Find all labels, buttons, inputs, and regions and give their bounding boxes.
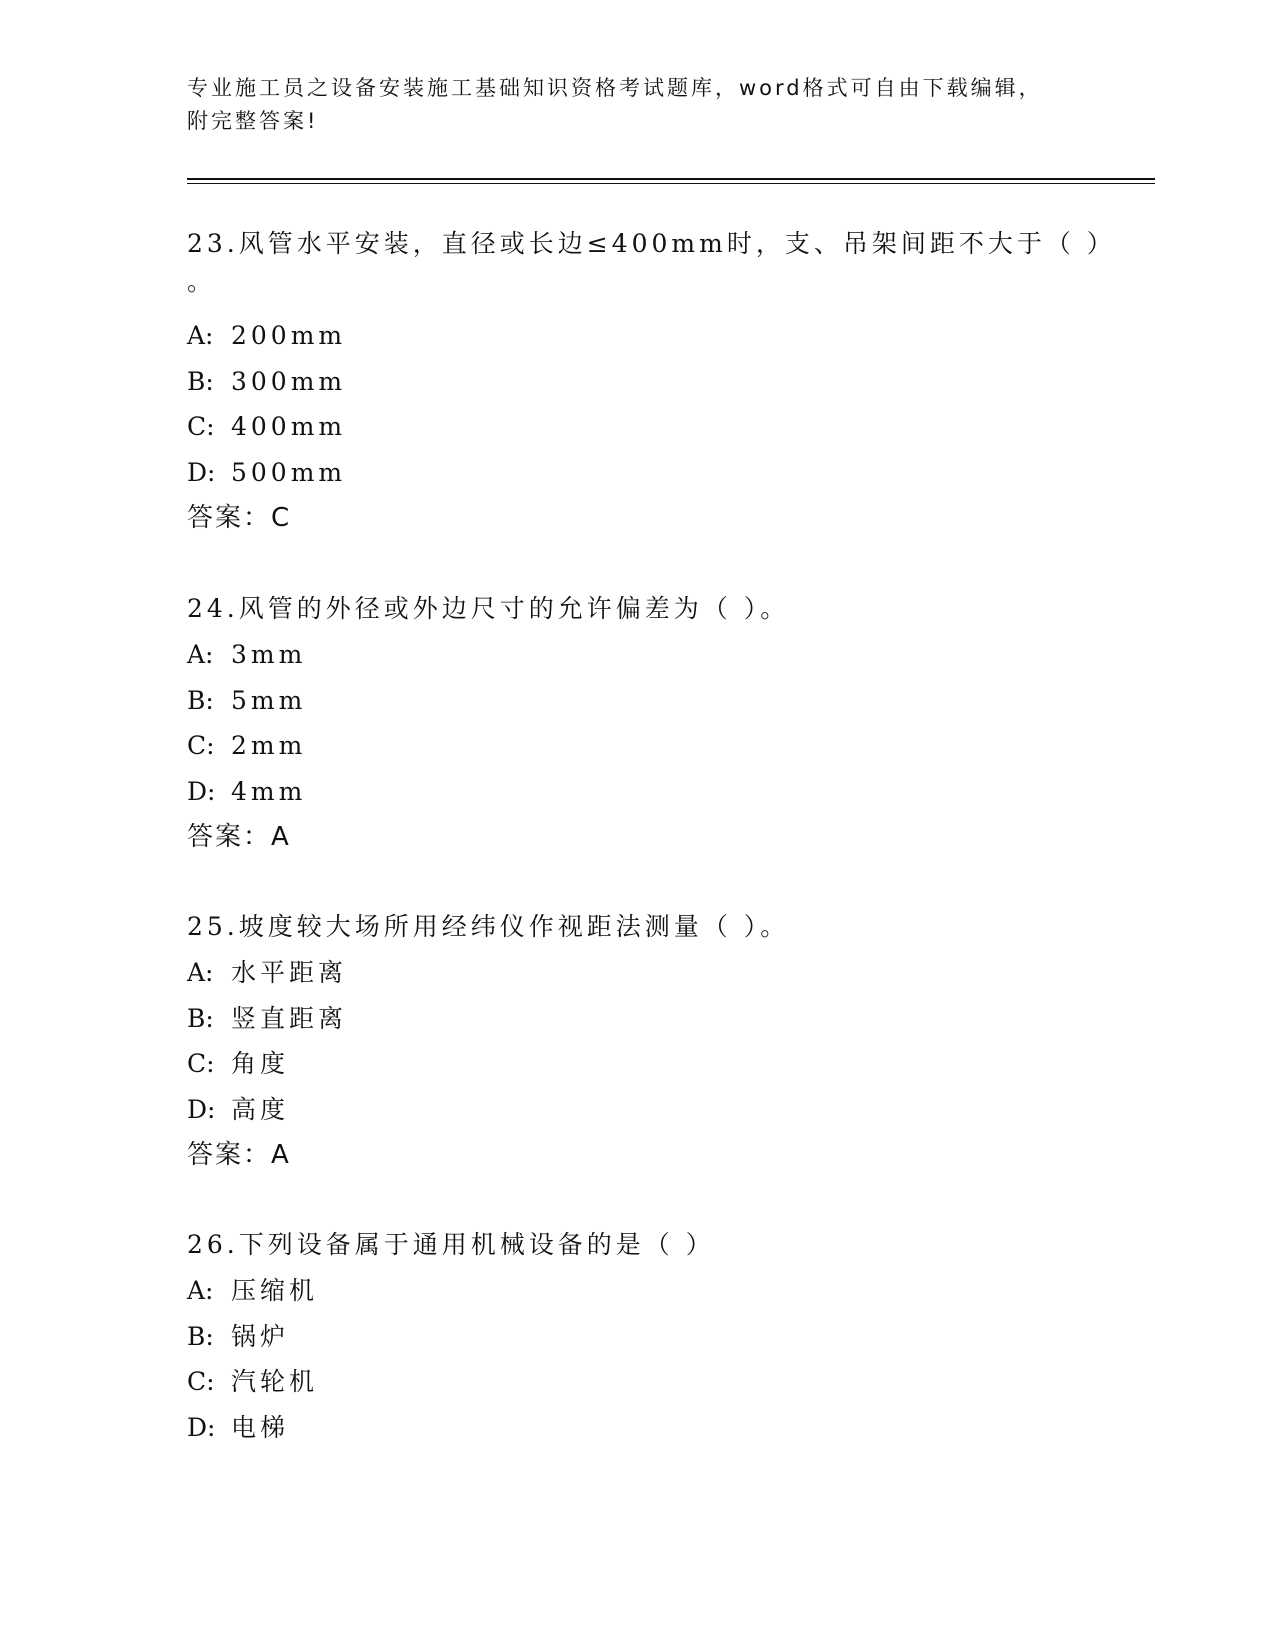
option-b <box>187 996 1147 1042</box>
question-stem-continuation: 。 <box>187 267 217 296</box>
option-text: 水平距离 <box>231 958 348 987</box>
question-23 <box>187 221 1147 541</box>
option-text: 2mm <box>231 731 307 760</box>
option-label: A: <box>187 958 214 987</box>
option-text: 压缩机 <box>231 1276 319 1305</box>
header-line-1: 专业施工员之设备安装施工基础知识资格考试题库，word格式可自由下载编辑， <box>187 76 1043 100</box>
header-rule-thick <box>187 178 1155 180</box>
question-stem: 24.风管的外径或外边尺寸的允许偏差为（ ）。 <box>187 594 790 623</box>
option-label: B: <box>187 685 214 715</box>
option-b <box>187 678 1147 724</box>
question-24 <box>187 586 1147 860</box>
option-label: B: <box>187 366 214 396</box>
option-label: A: <box>187 1276 214 1305</box>
option-text: 500mm <box>231 457 347 487</box>
document-header <box>187 72 1067 138</box>
option-a <box>187 313 1147 359</box>
option-label: C: <box>187 412 215 441</box>
option-label: B: <box>187 1003 214 1033</box>
option-d <box>187 1087 1147 1133</box>
option-b <box>187 359 1147 405</box>
option-d <box>187 769 1147 815</box>
question-26 <box>187 1222 1147 1450</box>
option-text: 3mm <box>231 640 307 669</box>
option-label: C: <box>187 731 215 760</box>
question-stem: 23.风管水平安装，直径或长边≤400mm时，支、吊架间距不大于（ ） <box>187 229 1116 258</box>
option-b <box>187 1314 1147 1360</box>
option-text: 汽轮机 <box>231 1367 319 1396</box>
option-text: 4mm <box>231 776 307 806</box>
question-stem: 25.坡度较大场所用经纬仪作视距法测量（ ）。 <box>187 912 790 941</box>
option-label: A: <box>187 321 214 350</box>
option-text: 竖直距离 <box>231 1003 348 1033</box>
option-text: 高度 <box>231 1094 290 1124</box>
option-c <box>187 1359 1147 1405</box>
option-text: 角度 <box>231 1049 290 1078</box>
answer-line: 答案：A <box>187 1140 291 1170</box>
question-stem: 26.下列设备属于通用机械设备的是（ ） <box>187 1230 715 1259</box>
option-a <box>187 632 1147 678</box>
option-text: 300mm <box>231 366 347 396</box>
option-label: D: <box>187 1094 216 1124</box>
answer-line: 答案：C <box>187 503 292 533</box>
option-label: C: <box>187 1367 215 1396</box>
option-label: A: <box>187 640 214 669</box>
header-rule-thin <box>187 183 1155 184</box>
option-text: 200mm <box>231 321 347 350</box>
option-text: 电梯 <box>231 1412 290 1442</box>
answer-line: 答案：A <box>187 822 291 852</box>
header-line-2: 附完整答案! <box>187 109 319 133</box>
option-text: 锅炉 <box>231 1321 290 1351</box>
option-a <box>187 950 1147 996</box>
option-d <box>187 450 1147 496</box>
option-d <box>187 1405 1147 1451</box>
option-a <box>187 1268 1147 1314</box>
option-label: D: <box>187 1412 216 1442</box>
option-label: D: <box>187 776 216 806</box>
option-label: C: <box>187 1049 215 1078</box>
option-text: 400mm <box>231 412 347 441</box>
option-label: B: <box>187 1321 214 1351</box>
option-label: D: <box>187 457 216 487</box>
option-c <box>187 723 1147 769</box>
option-c <box>187 1041 1147 1087</box>
question-25 <box>187 904 1147 1178</box>
option-c <box>187 404 1147 450</box>
option-text: 5mm <box>231 685 307 715</box>
